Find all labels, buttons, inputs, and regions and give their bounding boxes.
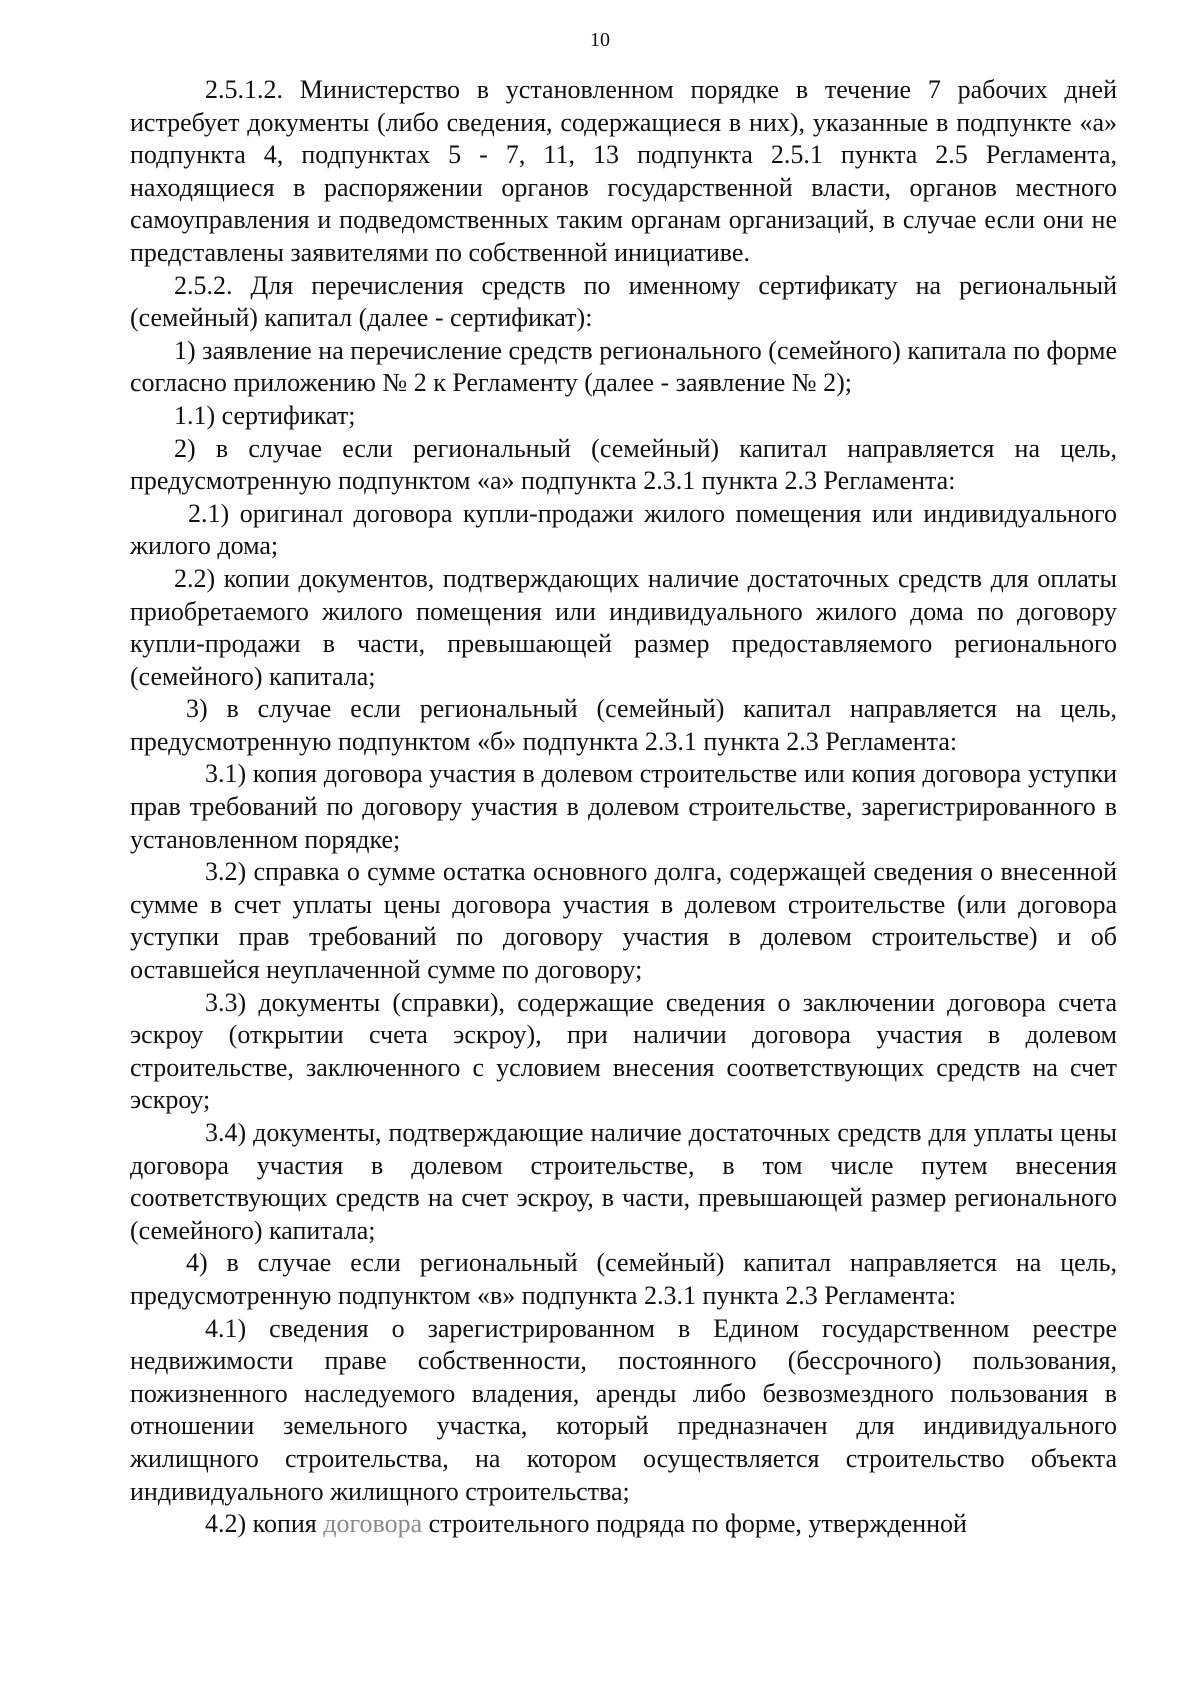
list-item-4: 4) в случае если региональный (семейный) капитал направляется на цель, предусмотренную подпунктом «в» подпункта 2.3.1 пункта 2.3 Регламента: [130, 1248, 1117, 1310]
list-item-3-3: 3.3) документы (справки), содержащие сведения о заключении договора счета эскроу (открытии счета эскроу), при наличии договора участия в долевом строительстве, заключенного с условием внесения соответствующих средств на счет эскроу; [130, 987, 1117, 1115]
list-item-1: 1) заявление на перечисление средств регионального (семейного) капитала по форме согласно приложению № 2 к Регламенту (далее - заявление № 2); [130, 335, 1117, 398]
list-item-4-2-lead: 4.2) копия [205, 1509, 324, 1539]
list-item-1-1: 1.1) сертификат; [174, 400, 356, 430]
paragraph-2-5-1-2: 2.5.1.2. Министерство в установленном порядке в течение 7 рабочих дней истребует документы (либо сведения, содержащиеся в них), указанные в подпункте «а» подпункта 4, подпунктах 5 - 7, 11, 13 подпункта 2.5.1 пункта 2.5 Регламента, находящиеся в распоряжении органов государственной власти, органов местного самоуправления и подведомственных таким органам организаций, в случае если они не представлены заявителями по собственной инициативе. [130, 75, 1117, 267]
list-item-3-1: 3.1) копия договора участия в долевом строительстве или копия договора уступки прав требований по договору участия в долевом строительстве, зарегистрированного в установленном порядке; [130, 759, 1117, 854]
list-item-3: 3) в случае если региональный (семейный) капитал направляется на цель, предусмотренную подпунктом «б» подпункта 2.3.1 пункта 2.3 Регламента: [130, 694, 1117, 756]
faded-word: договора [323, 1509, 423, 1539]
list-item-4-2-tail: строительного подряда по форме, утвержденной [422, 1509, 967, 1539]
list-item-3-2: 3.2) справка о сумме остатка основного долга, содержащей сведения о внесенной сумме в счет уплаты цены договора участия в долевом строительстве (или договора уступки прав требований по договору участия в долевом строительстве) и об оставшейся неуплаченной сумме по договору; [130, 857, 1117, 985]
page-number: 10 [590, 29, 610, 51]
list-item-4-2 [130, 1508, 1117, 1541]
list-item-2-1: 2.1) оригинал договора купли-продажи жилого помещения или индивидуального жилого дома; [130, 498, 1117, 561]
list-item-2: 2) в случае если региональный (семейный) капитал направляется на цель, предусмотренную подпунктом «а» подпункта 2.3.1 пункта 2.3 Регламента: [130, 433, 1117, 496]
list-item-4-1: 4.1) сведения о зарегистрированном в Едином государственном реестре недвижимости праве собственности, постоянного (бессрочного) пользования, пожизненного наследуемого владения, аренды либо безвозмездного пользования в отношении земельного участка, который предназначен для индивидуального жилищного строительства, на котором осуществляется строительство объекта индивидуального жилищного строительства; [130, 1313, 1117, 1506]
document-body [130, 74, 1117, 1541]
list-item-3-4: 3.4) документы, подтверждающие наличие достаточных средств для уплаты цены договора участия в долевом строительстве, в том числе путем внесения соответствующих средств на счет эскроу, в части, превышающей размер регионального (семейного) капитала; [130, 1118, 1117, 1245]
list-item-2-2: 2.2) копии документов, подтверждающих наличие достаточных средств для оплаты приобретаемого жилого помещения или индивидуального жилого дома по договору купли-продажи в части, превышающей размер предоставляемого регионального (семейного) капитала; [130, 563, 1117, 691]
paragraph-2-5-2: 2.5.2. Для перечисления средств по именному сертификату на региональный (семейный) капитал (далее - сертификат): [130, 270, 1117, 333]
